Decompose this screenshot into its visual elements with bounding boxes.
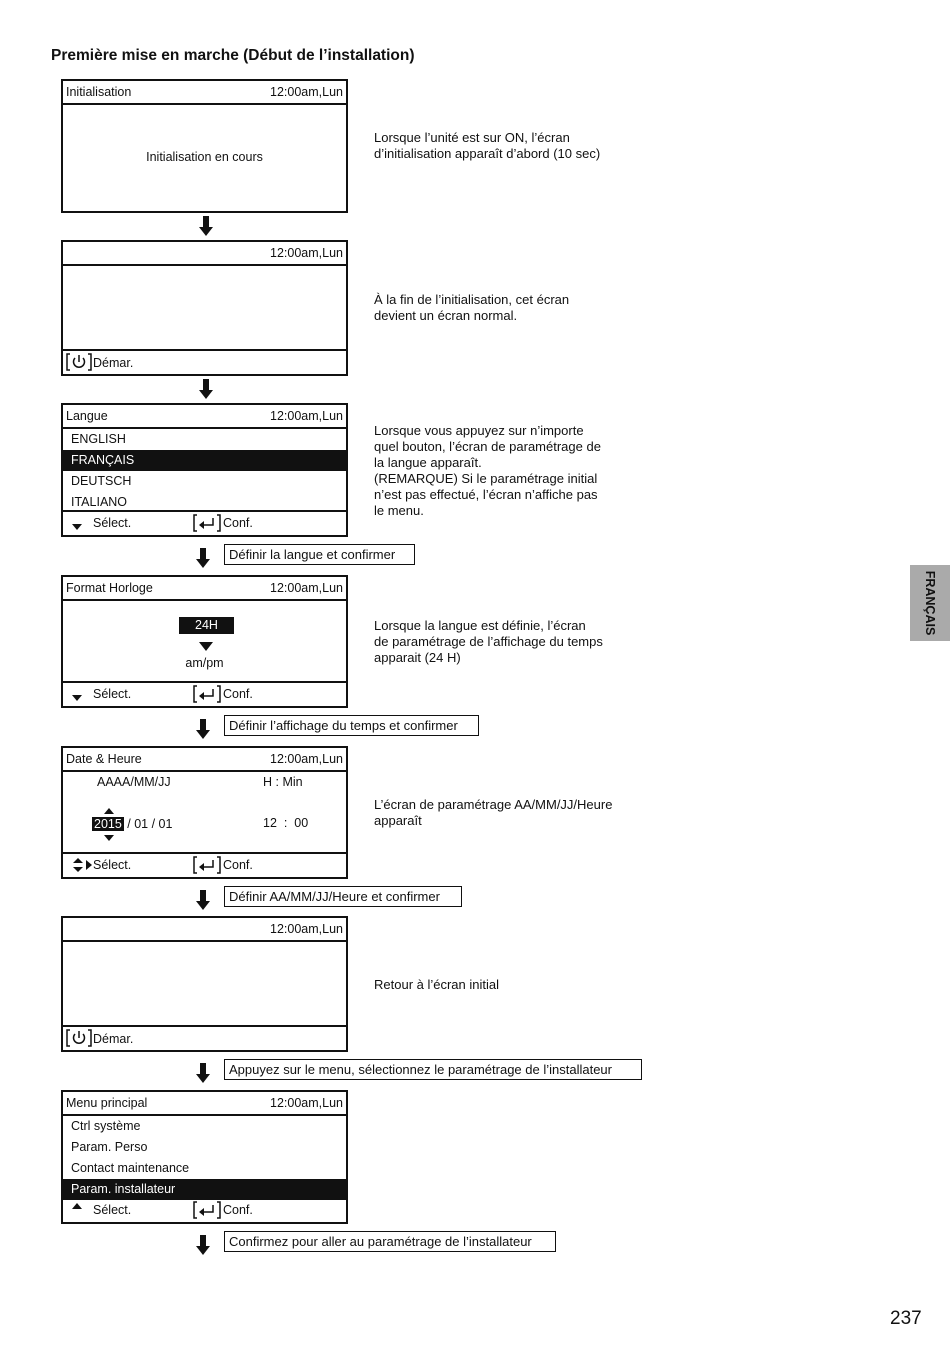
enter-icon — [193, 685, 221, 703]
month-day-field[interactable]: / 01 / 01 — [123, 817, 173, 831]
clock: 12:00am,Lun — [270, 246, 343, 260]
init-message: Initialisation en cours — [146, 150, 263, 164]
clock: 12:00am,Lun — [270, 409, 343, 423]
select-label: Sélect. — [93, 858, 132, 872]
clock: 12:00am,Lun — [270, 922, 343, 936]
screen-title: Menu principal — [66, 1096, 148, 1110]
note-format: Définir l’affichage du temps et confirmer — [224, 715, 479, 736]
page-number: 237 — [890, 1308, 922, 1329]
screen-title: Initialisation — [66, 85, 132, 99]
note-installateur: Confirmez pour aller au paramétrage de l’installateur — [224, 1231, 556, 1252]
time-format-label: H : Min — [263, 775, 303, 789]
screen-langue — [61, 403, 348, 537]
screen-date-heure — [61, 746, 348, 879]
screen-menu-principal — [61, 1090, 348, 1224]
clock: 12:00am,Lun — [270, 581, 343, 595]
date-value[interactable] — [92, 817, 172, 831]
hour-field[interactable]: 12 — [263, 816, 277, 830]
start-label: Démar. — [93, 1032, 134, 1046]
enter-icon — [193, 856, 221, 874]
menu-item-param-perso[interactable]: Param. Perso — [71, 1140, 148, 1154]
confirm-label: Conf. — [223, 516, 253, 530]
desc-langue: Lorsque vous appuyez sur n’importe quel bouton, l’écran de paramétrage de la langue apparaît. (REMARQUE) Si le paramétrage initial n’est pas effectué, l’écran n’affiche pas le menu. — [374, 423, 601, 518]
language-side-tab: FRANÇAIS — [910, 565, 950, 641]
note-menu: Appuyez sur le menu, sélectionnez le paramétrage de l’installateur — [224, 1059, 642, 1080]
screen-normal — [61, 240, 348, 376]
down-triangle-icon — [71, 694, 83, 702]
select-label: Sélect. — [93, 516, 132, 530]
lang-item-deutsch[interactable]: DEUTSCH — [71, 474, 132, 488]
start-label: Démar. — [93, 356, 134, 370]
up-triangle-icon — [71, 1202, 83, 1210]
select-label: Sélect. — [93, 687, 132, 701]
menu-item-contact-maintenance[interactable]: Contact maintenance — [71, 1161, 190, 1175]
desc-return: Retour à l’écran initial — [374, 977, 500, 992]
down-triangle-icon — [199, 642, 213, 651]
down-triangle-icon — [71, 523, 83, 531]
clock: 12:00am,Lun — [270, 85, 343, 99]
four-way-arrow-icon — [71, 857, 93, 873]
up-triangle-icon — [103, 807, 115, 815]
date-format-label: AAAA/MM/JJ — [97, 775, 171, 789]
desc-normal: À la fin de l’initialisation, cet écran devient un écran normal. — [374, 292, 570, 323]
screen-title: Langue — [66, 409, 108, 423]
lang-item-italiano[interactable]: ITALIANO — [71, 495, 128, 509]
enter-icon — [193, 514, 221, 532]
down-arrow-icon — [195, 1063, 211, 1085]
desc-initialisation: Lorsque l’unité est sur ON, l’écran d’initialisation apparaît d’abord (10 sec) — [374, 130, 601, 161]
screen-title: Format Horloge — [66, 581, 153, 595]
power-icon — [66, 1029, 92, 1047]
clock: 12:00am,Lun — [270, 1096, 343, 1110]
confirm-label: Conf. — [223, 687, 253, 701]
down-triangle-icon — [103, 834, 115, 842]
enter-icon — [193, 1201, 221, 1219]
down-arrow-icon — [198, 379, 214, 401]
screen-normal-return — [61, 916, 348, 1052]
down-arrow-icon — [198, 216, 214, 238]
clock: 12:00am,Lun — [270, 752, 343, 766]
desc-date: L’écran de paramétrage AA/MM/JJ/Heure apparaît — [374, 797, 613, 828]
down-arrow-icon — [195, 719, 211, 741]
down-arrow-icon — [195, 890, 211, 912]
menu-item-param-installateur[interactable]: Param. installateur — [63, 1179, 346, 1200]
menu-item-ctrl-systeme[interactable]: Ctrl système — [71, 1119, 141, 1133]
lang-item-francais[interactable]: FRANÇAIS — [63, 450, 346, 471]
screen-format-horloge — [61, 575, 348, 708]
screen-title: Date & Heure — [66, 752, 142, 766]
note-date: Définir AA/MM/JJ/Heure et confirmer — [224, 886, 462, 907]
option-24h[interactable]: 24H — [179, 617, 234, 634]
section-heading: Première mise en marche (Début de l’installation) — [51, 47, 415, 64]
confirm-label: Conf. — [223, 858, 253, 872]
time-value[interactable]: 12 : 00 — [263, 816, 309, 830]
option-ampm[interactable]: am/pm — [185, 656, 224, 670]
down-arrow-icon — [195, 548, 211, 570]
desc-format: Lorsque la langue est définie, l’écran de paramétrage de l’affichage du temps apparait (24 H) — [374, 618, 603, 665]
confirm-label: Conf. — [223, 1203, 253, 1217]
minute-field[interactable]: 00 — [294, 816, 309, 830]
year-field[interactable]: 2015 — [94, 817, 122, 831]
note-langue: Définir la langue et confirmer — [224, 544, 415, 565]
power-icon — [66, 353, 92, 371]
down-arrow-icon — [195, 1235, 211, 1257]
select-label: Sélect. — [93, 1203, 132, 1217]
lang-item-english[interactable]: ENGLISH — [71, 432, 126, 446]
screen-initialisation — [61, 79, 348, 213]
